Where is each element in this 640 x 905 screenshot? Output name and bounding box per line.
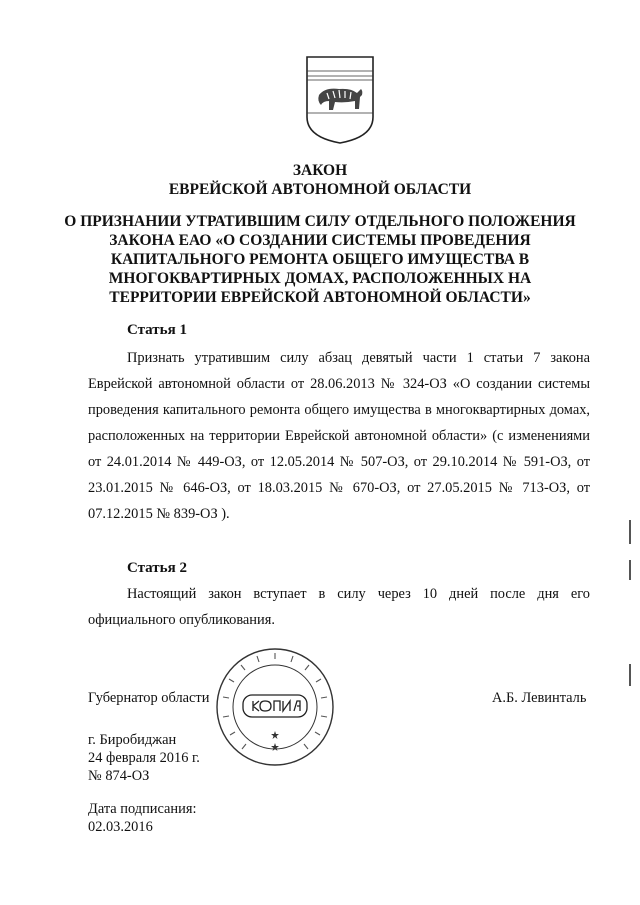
sign-date: 02.03.2016 — [88, 819, 153, 835]
subtitle-line: МНОГОКВАРТИРНЫХ ДОМАХ, РАСПОЛОЖЕННЫХ НА — [108, 270, 532, 287]
law-date: 24 февраля 2016 г. — [88, 750, 200, 766]
article-1-heading: Статья 1 — [127, 322, 187, 338]
scan-edge-mark — [629, 520, 631, 544]
governor-position: Губернатор области — [88, 690, 210, 706]
coat-of-arms-emblem — [305, 55, 375, 145]
subtitle-line: КАПИТАЛЬНОГО РЕМОНТА ОБЩЕГО ИМУЩЕСТВА В — [110, 251, 530, 268]
law-number: № 874-ОЗ — [88, 768, 150, 784]
article-2-text: Настоящий закон вступает в силу через 10 дней после дня его официального опубликования. — [88, 586, 590, 628]
scan-edge-mark — [629, 664, 631, 686]
sign-date-label: Дата подписания: — [88, 801, 197, 817]
region-title: ЕВРЕЙСКОЙ АВТОНОМНОЙ ОБЛАСТИ — [168, 181, 472, 198]
law-title: ЗАКОН — [292, 162, 348, 179]
copy-stamp — [213, 645, 338, 770]
article-2-heading: Статья 2 — [127, 560, 187, 576]
subtitle-line: ТЕРРИТОРИИ ЕВРЕЙСКОЙ АВТОНОМНОЙ ОБЛАСТИ» — [109, 289, 531, 306]
subtitle-line: О ПРИЗНАНИИ УТРАТИВШИМ СИЛУ ОТДЕЛЬНОГО ПОЛОЖЕНИЯ — [64, 213, 576, 230]
scan-edge-mark — [629, 560, 631, 580]
city: г. Биробиджан — [88, 732, 177, 748]
subtitle-line: ЗАКОНА ЕАО «О СОЗДАНИИ СИСТЕМЫ ПРОВЕДЕНИЯ — [109, 232, 531, 249]
article-1-text: Признать утратившим силу абзац девятый части 1 статьи 7 закона Еврейской автономной области от 28.06.2013 № 324-ОЗ «О создании системы проведения капитального ремонта общего имущества в многоквартирных домах, расположенных на территории Еврейской автономной области» (с изменениями от 24.01.2014 № 449-ОЗ, от 12.05.2014 № 507-ОЗ, от 29.10.2014 № 591-ОЗ, от 23.01.2015 № 646-ОЗ, от 18.03.2015 № 670-ОЗ, от 27.05.2015 № 713-ОЗ, от 07.12.2015 № 839-ОЗ ). — [88, 350, 590, 522]
governor-name: А.Б. Левинталь — [492, 690, 587, 706]
